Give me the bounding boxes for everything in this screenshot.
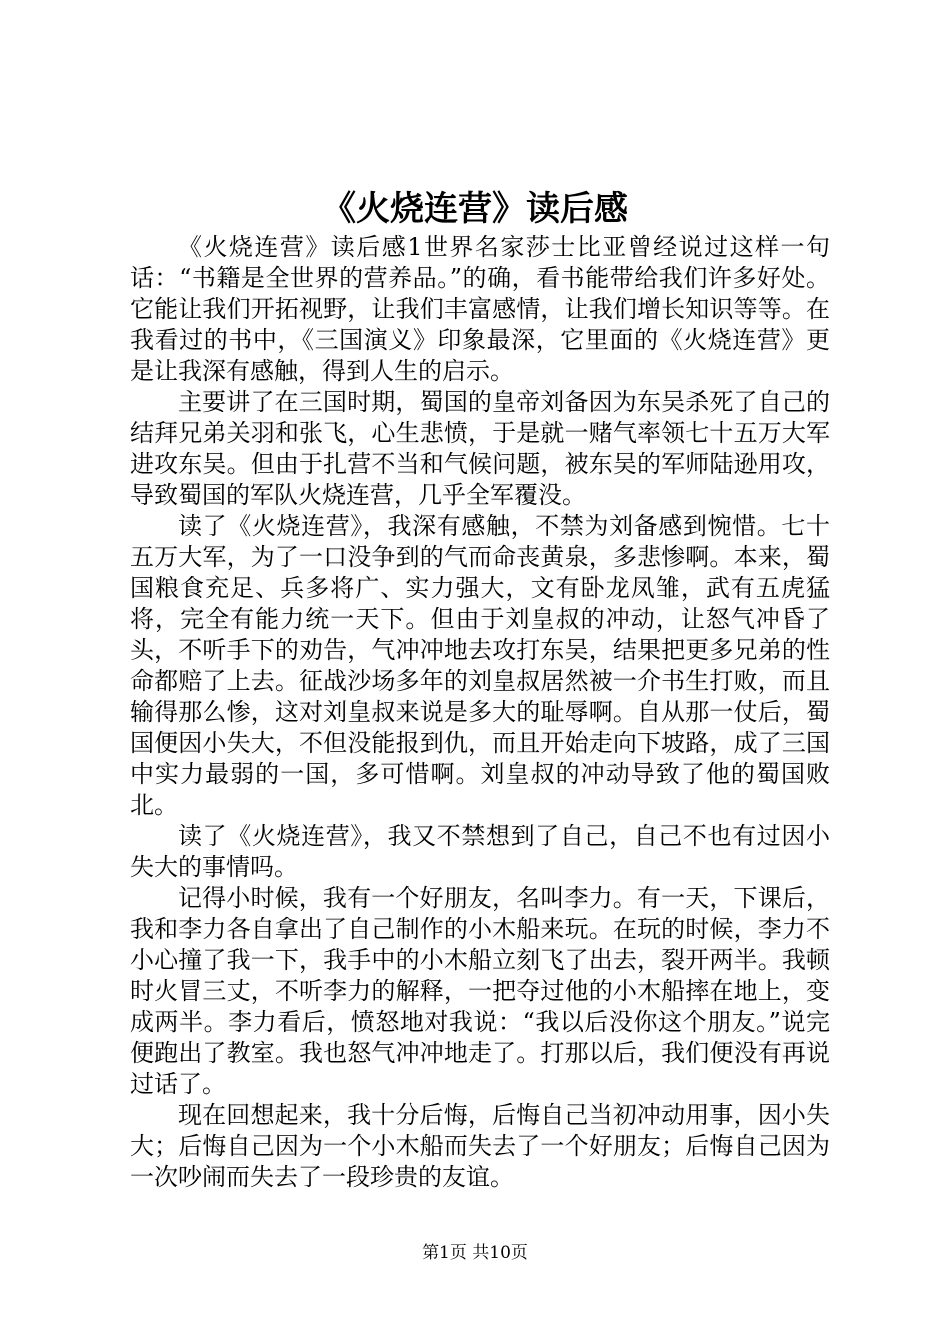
paragraph: 现在回想起来，我十分后悔，后悔自己当初冲动用事，因小失大；后悔自己因为一个小木船而失去了一个好朋友；后悔自己因为一次吵闹而失去了一段珍贵的友谊。 xyxy=(130,1101,830,1191)
paragraph: 记得小时候，我有一个好朋友，名叫李力。有一天，下课后，我和李力各自拿出了自己制作的小木船来玩。在玩的时候，李力不小心撞了我一下，我手中的小木船立刻飞了出去，裂开两半。我顿时火冒三丈，不听李力的解释，一把夺过他的小木船摔在地上，变成两半。李力看后，愤怒地对我说：“我以后没你这个朋友。”说完便跑出了教室。我也怒气冲冲地走了。打那以后，我们便没有再说过话了。 xyxy=(130,884,830,1098)
document-body xyxy=(130,232,830,1193)
document-title: 《火烧连营》读后感 xyxy=(322,189,628,229)
page-number-footer: 第1页 共10页 xyxy=(422,1243,528,1263)
paragraph: 《火烧连营》读后感1世界名家莎士比亚曾经说过这样一句话：“书籍是全世界的营养品。”的确，看书能带给我们许多好处。它能让我们开拓视野，让我们丰富感情，让我们增长知识等等。在我看过的书中，《三国演义》印象最深，它里面的《火烧连营》更是让我深有感触，得到人生的启示。 xyxy=(130,233,830,385)
paragraph: 主要讲了在三国时期，蜀国的皇帝刘备因为东吴杀死了自己的结拜兄弟关羽和张飞，心生悲愤，于是就一赌气率领七十五万大军进攻东吴。但由于扎营不当和气候问题，被东吴的军师陆逊用攻，导致蜀国的军队火烧连营，几乎全军覆没。 xyxy=(130,388,830,509)
paragraph: 读了《火烧连营》，我又不禁想到了自己，自己不也有过因小失大的事情吗。 xyxy=(130,822,830,881)
paragraph: 读了《火烧连营》，我深有感触，不禁为刘备感到惋惜。七十五万大军，为了一口没争到的气而命丧黄泉，多悲惨啊。本来，蜀国粮食充足、兵多将广、实力强大，文有卧龙凤雏，武有五虎猛将，完全有能力统一天下。但由于刘皇叔的冲动，让怒气冲昏了头，不听手下的劝告，气冲冲地去攻打东吴，结果把更多兄弟的性命都赔了上去。征战沙场多年的刘皇叔居然被一介书生打败，而且输得那么惨，这对刘皇叔来说是多大的耻辱啊。自从那一仗后，蜀国便因小失大，不但没能报到仇，而且开始走向下坡路，成了三国中实力最弱的一国，多可惜啊。刘皇叔的冲动导致了他的蜀国败北。 xyxy=(130,512,830,819)
